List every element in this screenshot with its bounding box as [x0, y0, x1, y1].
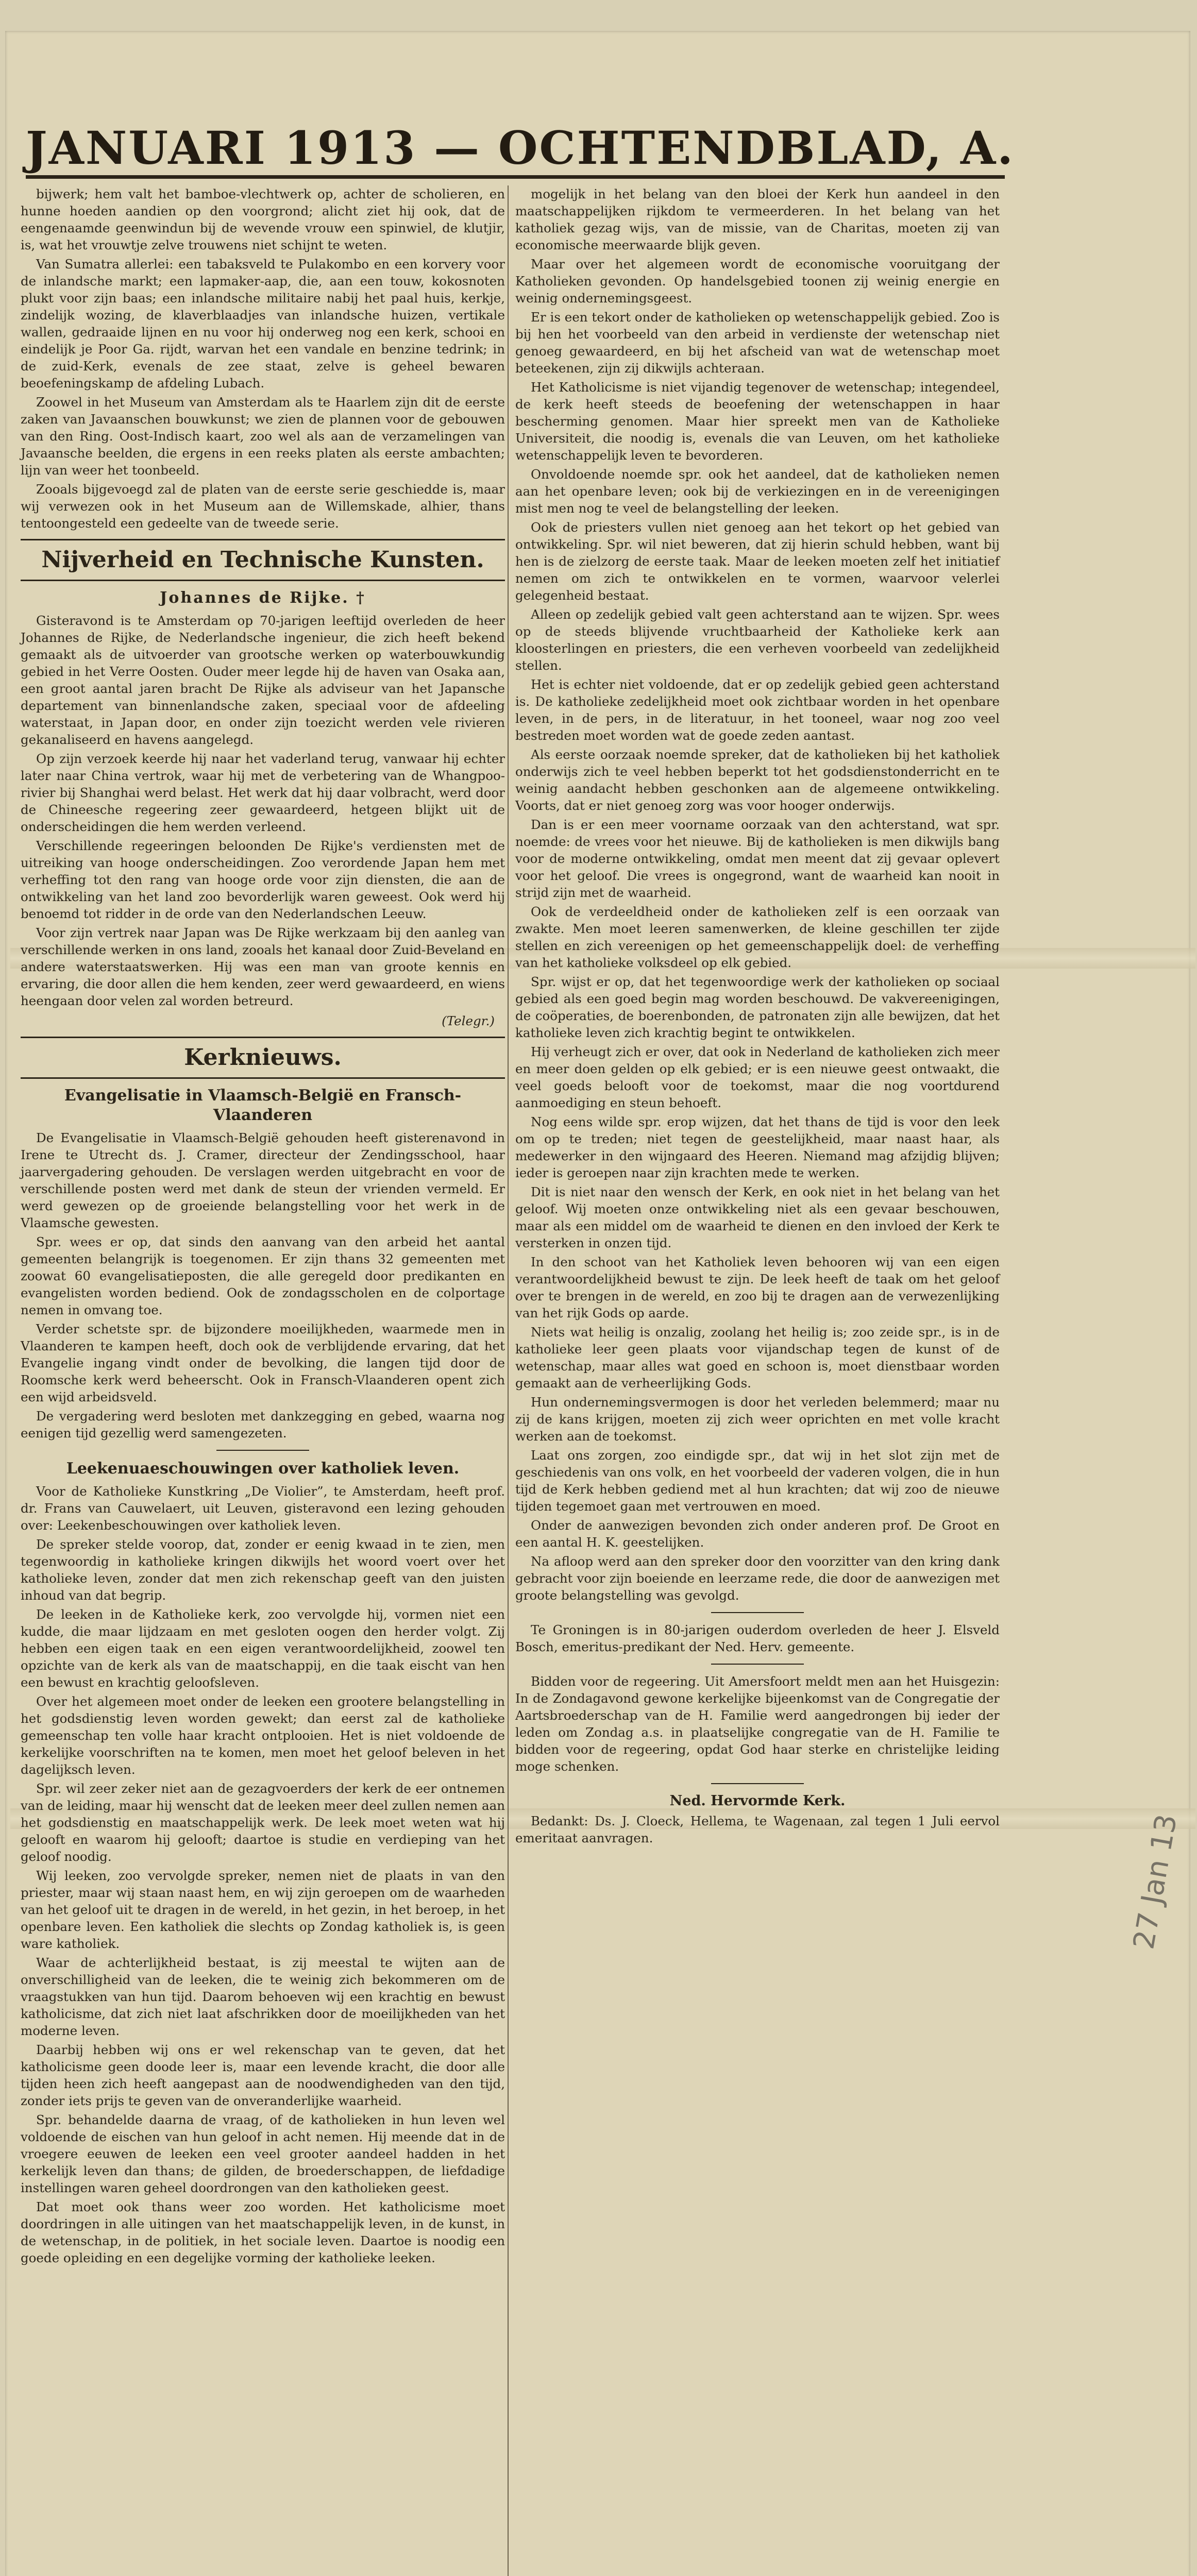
paragraph: Hij verheugt zich er over, dat ook in Nederland de katholieken zich meer en meer doen gelden op elk gebied; er is een nieuwe geest ontwaakt, die veel goeds belooft voor de toekomst, maar die nog voortdurend aanmoediging en steun behoeft. — [515, 1044, 1000, 1110]
paragraph: Het Katholicisme is niet vijandig tegenover de wetenschap; integendeel, de kerk heeft steeds de beoefening der wetenschappen in haar bescherming genomen. Maar hier spreekt men van de Katholieke Universiteit, die noodig is, evenals die van Leuven, om het katholieke wetenschappelijk leven te bevorderen. — [515, 380, 1000, 463]
paragraph: Ook de priesters vullen niet genoeg aan het tekort op het gebied van ontwikkeling. Spr. wil niet beweren, dat zij hierin schuld hebben, want bij hen is de zielzorg de eerste taak. Maar de leeken moeten zelf het initiatief nemen om zich te ontwikkelen en te vormen, waarvoor velerlei gelegenheid bestaat. — [515, 520, 1000, 603]
left-column — [21, 185, 505, 2268]
separator — [711, 1664, 804, 1665]
paragraph: Daarbij hebben wij ons er wel rekenschap van te geven, dat het katholicisme geen doode leer is, maar een levende kracht, die door alle tijden heen zich heeft aangepast aan de noodwendigheden van den tijd, zonder iets prijs te geven van de onveranderlijke waarheid. — [21, 2042, 505, 2108]
section-title-church-news: Kerknieuws. — [21, 1037, 505, 1079]
paragraph: Bidden voor de regeering. Uit Amersfoort meldt men aan het Huisgezin: In de Zondagavond gewone kerkelijke bijeenkomst van de Congregatie der Aartsbroederschap van de H. Familie werd aangedrongen bij ieder der leden om Zondag a.s. in plaatselijke congregatie van de H. Familie te bidden voor de regeering, opdat God haar sterke en christelijke leiding moge schenken. — [515, 1674, 1000, 1774]
column-divider — [508, 185, 509, 2576]
paragraph: Voor de Katholieke Kunstkring „De Violier”, te Amsterdam, heeft prof. dr. Frans van Cauwelaert, uit Leuven, gisteravond een lezing gehouden over: Leekenbeschouwingen over katholiek leven. — [21, 1484, 505, 1533]
paragraph: Onvoldoende noemde spr. ook het aandeel, dat de katholieken nemen aan het openbare leven; ook bij de verkiezingen en in de vereenigingen mist men nog te veel de belangstelling der leeken. — [515, 467, 1000, 516]
paragraph: Alleen op zedelijk gebied valt geen achterstand aan te wijzen. Spr. wees op de steeds blijvende vruchtbaarheid der Katholieke kerk aan kloosterlingen en priesters, die een verheven voorbeeld van zedelijkheid stellen. — [515, 607, 1000, 673]
right-column — [515, 185, 1000, 1849]
paragraph: Van Sumatra allerlei: een tabaksveld te Pulakombo en een korvery voor de inlandsche markt; een lapmaker-aap, die, aan een touw, kokosnoten plukt voor zijn baas; een inlandsche militaire nabij het paal huis, kerkje, zindelijk wozing, de klaverblaadjes van inlandsche huizen, vertikale wallen, gedraaide lijnen en nu voor hij onderweg nog een kerk, schooi en eindelijk je Poor Ga. rijdt, warvan het een vandale en benzine tedrink; in de zuid-Kerk, evenals de zee staat, zelve is geheel bewaren beoefeningskamp de afdeling Lubach. — [21, 257, 505, 391]
paragraph: Na afloop werd aan den spreker door den voorzitter van den kring dank gebracht voor zijn boeiende en leerzame rede, die door de aanwezigen met groote belangstelling was gevolgd. — [515, 1554, 1000, 1603]
paragraph: Niets wat heilig is onzalig, zoolang het heilig is; zoo zeide spr., is in de katholieke leer geen plaats voor vijandschap tegen de kunst of de wetenschap, maar alles wat goed en schoon is, moet dienstbaar worden gemaakt aan de verheerlijking Gods. — [515, 1325, 1000, 1391]
paragraph: Over het algemeen moet onder de leeken een grootere belangstelling in het godsdienstig leven worden gewekt; dan eerst zal de katholieke gemeenschap ten volle haar kracht ontplooien. Het is niet voldoende de kerkelijke voorschriften na te komen, men moet het geloof beleven in het dagelijksch leven. — [21, 1694, 505, 1777]
paragraph: mogelijk in het belang van den bloei der Kerk hun aandeel in den maatschappelijken rijkdom te vermeerderen. In het belang van het katholiek gezag wijs, van de missie, van de Charitas, moeten zij van economische meerwaarde blijk geven. — [515, 187, 1000, 252]
paragraph: Wij leeken, zoo vervolgde spreker, nemen niet de plaats in van den priester, maar wij staan naast hem, en wij zijn geroepen om de waarheden van het geloof uit te dragen in de wereld, in het gezin, in het beroep, in het openbare leven. Een katholiek die slechts op Zondag katholiek is, is geen ware katholiek. — [21, 1868, 505, 1951]
pencil-margin-note: 27 Jan 13 — [1127, 1811, 1184, 1952]
paragraph: De vergadering werd besloten met dankzegging en gebed, waarna nog eenigen tijd gezellig werd samengezeten. — [21, 1409, 505, 1440]
paragraph: Dat moet ook thans weer zoo worden. Het katholicisme moet doordringen in alle uitingen van het maatschappelijk leven, in de kunst, in de wetenschap, in de politiek, in het sociale leven. Daartoe is noodig een goede opleiding en een degelijke vorming der katholieke leeken. — [21, 2199, 505, 2265]
paragraph: De Evangelisatie in Vlaamsch-België gehouden heeft gisterenavond in Irene te Utrecht ds. J. Cramer, directeur der Zendingsschool, haar jaarvergadering gehouden. De verslagen werden uitgebracht en voor de verschillende posten werd met dank de steun der vrienden vermeld. Er werd gewezen op de groeiende belangstelling voor het werk in de Vlaamsche gewesten. — [21, 1130, 505, 1230]
paragraph: Verschillende regeeringen beloonden De Rijke's verdiensten met de uitreiking van hooge onderscheidingen. Zoo verordende Japan hem met verheffing tot den rang van hooge orde voor zijn diensten, die aan de ontwikkeling van het land zoo bevorderlijk waren geweest. Ook werd hij benoemd tot ridder in de orde van den Nederlandschen Leeuw. — [21, 838, 505, 921]
paragraph: Zooals bijgevoegd zal de platen van de eerste serie geschiedde is, maar wij verwezen ook in het Museum aan de Willemskade, alhier, thans tentoongesteld een gedeelte van de tweede serie. — [21, 482, 505, 531]
paragraph: Waar de achterlijkheid bestaat, is zij meestal te wijten aan de onverschilligheid van de leeken, die te weinig zich bekommeren om de vraagstukken van hun tijd. Daarom behoeven wij een krachtig en bewust katholicisme, dat zich niet laat afschrikken door de moeilijkheden van het moderne leven. — [21, 1955, 505, 2038]
paragraph: Als eerste oorzaak noemde spreker, dat de katholieken bij het katholiek onderwijs zich te veel hebben beperkt tot het godsdienstonderricht en te weinig aandacht hebben geschonken aan de algemeene ontwikkeling. Voorts, dat er niet genoeg zorg was voor hooger onderwijs. — [515, 747, 1000, 813]
obituary-source: (Telegr.) — [442, 1013, 495, 1028]
church-heading: Ned. Hervormde Kerk. — [669, 1793, 846, 1809]
obituary-title: Johannes de Rijke. † — [160, 589, 366, 607]
paragraph: Onder de aanwezigen bevonden zich onder anderen prof. De Groot en een aantal H. K. geestelijken. — [515, 1518, 1000, 1550]
paragraph: De leeken in de Katholieke kerk, zoo vervolgde hij, vormen niet een kudde, die maar lijdzaam en met gesloten oogen den herder volgt. Zij hebben een eigen taak en een eigen verantwoordelijkheid, zoowel ten opzichte van de kerk als van de maatschappij, en die taak eischt van hen een bewust en krachtig geloofsleven. — [21, 1607, 505, 1690]
paragraph: Het is echter niet voldoende, dat er op zedelijk gebied geen achterstand is. De katholieke zedelijkheid moet ook zichtbaar worden in het openbare leven, in de pers, in de literatuur, in het tooneel, waar nog zoo veel bestreden moet worden wat de goede zeden aantast. — [515, 677, 1000, 743]
paragraph: Spr. behandelde daarna de vraag, of de katholieken in hun leven wel voldoende de eischen van hun geloof in acht nemen. Hij meende dat in de vroegere eeuwen de leeken een veel grooter aandeel hadden in het kerkelijk leven dan thans; de gilden, de broederschappen, de liefdadige instellingen waren geheel doordrongen van den katholieken geest. — [21, 2112, 505, 2195]
paragraph: Dan is er een meer voorname oorzaak van den achterstand, wat spr. noemde: de vrees voor het nieuwe. Bij de katholieken is men dikwijls bang voor de moderne ontwikkeling, omdat men meent dat zij gevaar oplevert voor het geloof. Die vrees is ongegrond, want de waarheid kan nooit in strijd zijn met de waarheid. — [515, 817, 1000, 900]
separator — [216, 1450, 309, 1451]
paragraph: Bedankt: Ds. J. Cloeck, Hellema, te Wagenaan, zal tegen 1 Juli eervol emeritaat aanvragen. — [515, 1814, 1000, 1845]
paragraph: Ook de verdeeldheid onder de katholieken zelf is een oorzaak van zwakte. Men moet leeren samenwerken, de kleine geschillen ter zijde stellen en zich vereenigen op het gemeenschappelijk doel: de verheffing van het katholieke volksdeel op elk gebied. — [515, 904, 1000, 970]
masthead-rule — [26, 175, 1005, 179]
paragraph: bijwerk; hem valt het bamboe-vlechtwerk op, achter de scholieren, en hunne hoeden aandien op den voorgrond; alicht ziet hij ook, dat de eengenaamde geenwindun bij de wevende vrouw een spinwiel, de klutjir, is, wat het vrouwtje zelve trouwens niet schijnt te weten. — [21, 187, 505, 252]
masthead-month: JANUARI 1913 — [26, 121, 417, 175]
paragraph: Er is een tekort onder de katholieken op wetenschappelijk gebied. Zoo is bij hen het voorbeeld van den arbeid in verdienste der wetenschap niet genoeg gewaardeerd, en bij het afscheid van wat de wetenschap moet beteekenen, zijn zij dikwijls achteraan. — [515, 310, 1000, 376]
paragraph: Dit is niet naar den wensch der Kerk, en ook niet in het belang van het geloof. Wij moeten onze ontwikkeling niet als een gevaar beschouwen, maar als een middel om de waarheid te dienen en den invloed der Kerk te versterken in onzen tijd. — [515, 1184, 1000, 1250]
masthead-dash: — — [434, 121, 481, 175]
paragraph: In den schoot van het Katholiek leven behooren wij van een eigen verantwoordelijkheid bewust te zijn. De leek heeft de taak om het geloof over te brengen in de wereld, en zoo bij te dragen aan de verwezenlijking van het rijk Gods op aarde. — [515, 1255, 1000, 1320]
paragraph: Laat ons zorgen, zoo eindigde spr., dat wij in het slot zijn met de geschiedenis van ons volk, en het voorbeeld der vaderen volgen, die in hun tijd de Kerk hebben gediend met al hun krachten; dat wij zoo de nieuwe tijden tegemoet gaan met vertrouwen en moed. — [515, 1448, 1000, 1514]
paragraph: Zoowel in het Museum van Amsterdam als te Haarlem zijn dit de eerste zaken van Javaanschen bouwkunst; we zien de plannen voor de gebouwen van den Ring. Oost-Indisch kaart, zoo wel als aan de verzamelingen van Javaansche beelden, die ergens in een reeks platen als eerste ambachten; lijn van weer het toonbeeld. — [21, 395, 505, 478]
masthead — [26, 121, 1015, 175]
paragraph: Hun ondernemingsvermogen is door het verleden belemmerd; maar nu zij de kans krijgen, moeten zij zich weer oprichten en met volle kracht werken aan de toekomst. — [515, 1395, 1000, 1444]
paragraph: Spr. wil zeer zeker niet aan de gezagvoerders der kerk de eer ontnemen van de leiding, maar hij wenscht dat de leeken meer deel zullen nemen aan het godsdienstig en maatschappelijk werk. De leek moet weten wat hij gelooft en waarom hij gelooft; daartoe is studie en verdieping van het geloof noodig. — [21, 1781, 505, 1864]
paragraph: Verder schetste spr. de bijzondere moeilijkheden, waarmede men in Vlaanderen te kampen heeft, doch ook de verblijdende ervaring, dat het Evangelie ingang vindt onder de bevolking, die langen tijd door de Roomsche kerk werd beheerscht. Ook in Fransch-Vlaanderen opent zich een wijd arbeidsveld. — [21, 1321, 505, 1404]
paragraph: Te Groningen is in 80-jarigen ouderdom overleden de heer J. Elsveld Bosch, emeritus-predikant der Ned. Herv. gemeente. — [515, 1622, 1000, 1654]
masthead-edition: OCHTENDBLAD, A. — [498, 121, 1015, 175]
paragraph: Voor zijn vertrek naar Japan was De Rijke werkzaam bij den aanleg van verschillende werken in ons land, zooals het kanaal door Zuid-Beveland en andere waterstaatswerken. Hij was een man van groote kennis en ervaring, die door allen die hem kenden, zeer werd gewaardeerd, en wiens heengaan door velen zal worden betreurd. — [21, 925, 505, 1008]
paragraph: Op zijn verzoek keerde hij naar het vaderland terug, vanwaar hij echter later naar China vertrok, waar hij met de verbetering van de Whangpoo-rivier bij Shanghai werd belast. Het werk dat hij daar volbracht, werd door de Chineesche regeering zeer gewaardeerd, hetgeen blijkt uit de onderscheidingen die hem werden verleend. — [21, 751, 505, 834]
separator — [711, 1783, 804, 1784]
paragraph: De spreker stelde voorop, dat, zonder er eenig kwaad in te zien, men tegenwoordig in katholieke kringen dikwijls het woord voert over het katholieke leven, zonder dat men zich rekenschap geeft van den juisten inhoud van dat begrip. — [21, 1537, 505, 1603]
lecture-title: Leekenuaeschouwingen over katholiek leven. — [66, 1460, 460, 1478]
evangelisation-title: Evangelisatie in Vlaamsch-België en Fransch-Vlaanderen — [64, 1087, 462, 1124]
paragraph: Nog eens wilde spr. erop wijzen, dat het thans de tijd is voor den leek om op te treden; niet tegen de geestelijkheid, maar naast haar, als medewerker in den wijngaard des Heeren. Niemand mag afzijdig blijven; ieder is geroepen naar zijn krachten mede te werken. — [515, 1114, 1000, 1180]
paragraph: Maar over het algemeen wordt de economische vooruitgang der Katholieken gevonden. Op handelsgebied toonen zij weinig energie en weinig ondernemingsgeest. — [515, 257, 1000, 306]
paragraph: Spr. wijst er op, dat het tegenwoordige werk der katholieken op sociaal gebied als een goed begin mag worden beschouwd. De vakvereenigingen, de coöperaties, de boerenbonden, de patronaten zijn alle bewijzen, dat het katholieke leven zich krachtig begint te ontwikkelen. — [515, 974, 1000, 1040]
section-title-industry: Nijverheid en Technische Kunsten. — [21, 539, 505, 581]
paragraph: Gisteravond is te Amsterdam op 70-jarigen leeftijd overleden de heer Johannes de Rijke, de Nederlandsche ingenieur, die zich heeft bekend gemaakt als de uitvoerder van grootsche werken op waterbouwkundig gebied in het Verre Oosten. Ouder meer legde hij de haven van Osaka aan, een groot aantal jaren bracht De Rijke als adviseur van het Japansche departement van binnenlandsche zaken, speciaal voor de afdeeling waterstaat, in Japan door, en onder zijn toezicht werden vele rivieren gekanaliseerd en havens aangelegd. — [21, 613, 505, 747]
paragraph: Spr. wees er op, dat sinds den aanvang van den arbeid het aantal gemeenten belangrijk is toegenomen. Er zijn thans 32 gemeenten met zoowat 60 evangelisatieposten, die alle geregeld door predikanten en evangelisten worden bediend. Ook de zondagsscholen en de colportage nemen in omvang toe. — [21, 1234, 505, 1317]
separator — [711, 1612, 804, 1613]
